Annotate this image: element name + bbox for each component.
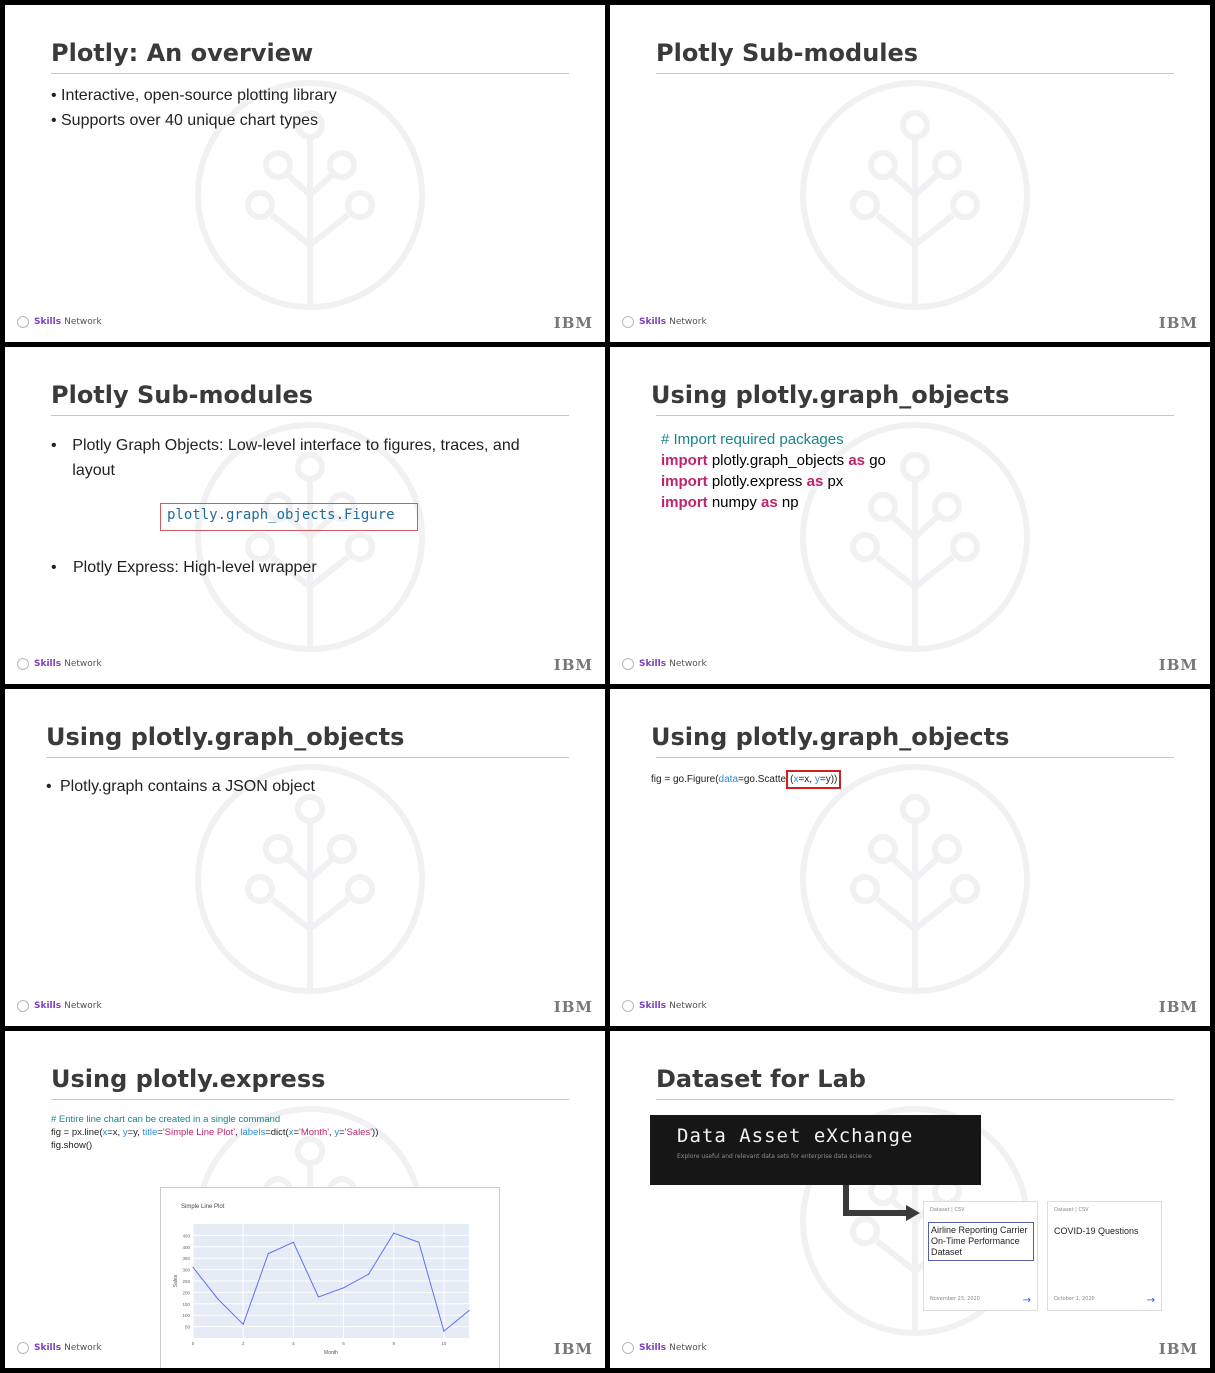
dataset-card-date: October 1, 2020 [1054, 1296, 1095, 1302]
chart-data-point [318, 1296, 319, 1297]
chart-data-point [268, 1253, 269, 1254]
slide-title: Using plotly.graph_objects [46, 723, 405, 751]
ibm-logo: IBM [553, 998, 593, 1016]
slide-title: Using plotly.graph_objects [651, 723, 1010, 751]
skills-network-logo: Skills Network [622, 658, 707, 670]
code-comment: # Import required packages [661, 431, 844, 448]
chart-x-tick-label: 0 [191, 1341, 195, 1346]
dataset-card[interactable] [1047, 1201, 1162, 1311]
skills-network-logo: Skills Network [17, 1342, 102, 1354]
title-divider [51, 1099, 569, 1100]
line-chart-svg [161, 1188, 499, 1368]
skills-network-logo: Skills Network [17, 316, 102, 328]
chart-y-tick-label: 300 [182, 1267, 190, 1273]
chart-x-tick-label: 4 [292, 1341, 295, 1346]
ibm-logo: IBM [1158, 1340, 1198, 1358]
dataset-card-name: Airline Reporting Carrier On-Time Performance Dataset [928, 1222, 1034, 1261]
tree-watermark-icon [795, 759, 1035, 999]
chart-y-tick-label: 450 [182, 1233, 190, 1239]
skills-network-logo: Skills Network [17, 1000, 102, 1012]
skills-network-logo: Skills Network [622, 1342, 707, 1354]
ibm-logo: IBM [1158, 314, 1198, 332]
chart-y-tick-label: 50 [184, 1324, 190, 1330]
dataset-card-name: COVID-19 Questions [1054, 1226, 1139, 1236]
line-chart-figure [160, 1187, 500, 1368]
slide-title: Dataset for Lab [656, 1065, 866, 1093]
chart-x-tick-label: 2 [241, 1341, 245, 1346]
slide-plotly-express[interactable] [5, 1031, 605, 1368]
bullet-item: • Plotly Express: High-level wrapper [51, 559, 317, 576]
title-divider [656, 415, 1174, 416]
slide-title: Plotly: An overview [51, 39, 314, 67]
code-line: import numpy as np [661, 494, 799, 511]
chart-y-tick-label: 350 [182, 1256, 190, 1262]
skills-network-logo: Skills Network [622, 316, 707, 328]
slide-title: Using plotly.express [51, 1065, 326, 1093]
dax-banner [650, 1115, 981, 1185]
ibm-logo: IBM [553, 314, 593, 332]
title-divider [656, 1099, 1174, 1100]
chart-data-point [443, 1331, 444, 1332]
dataset-card-date: November 23, 2020 [930, 1296, 980, 1302]
title-divider [656, 757, 1174, 758]
chart-y-axis-label: Sales [173, 1274, 179, 1288]
slide-title: Using plotly.graph_objects [651, 381, 1010, 409]
chart-data-point [192, 1267, 193, 1268]
figure-code-line: fig = go.Figure(data=go.Scatte (x=x, y=y)) [651, 770, 841, 789]
title-divider [656, 73, 1174, 74]
code-line: import plotly.graph_objects as go [661, 452, 886, 469]
dataset-card-meta: Dataset | CSV [1054, 1207, 1089, 1213]
skills-network-logo: Skills Network [17, 658, 102, 670]
bullet-item: • Supports over 40 unique chart types [51, 112, 319, 129]
bullet-item: • Plotly.graph contains a JSON object [46, 778, 315, 795]
ibm-logo: IBM [553, 1340, 593, 1358]
chart-data-point [293, 1242, 294, 1243]
code-comment: # Entire line chart can be created in a single command [51, 1114, 281, 1125]
chart-data-point [418, 1242, 419, 1243]
chart-y-tick-label: 200 [182, 1290, 190, 1296]
chart-data-point [243, 1324, 244, 1325]
ibm-logo: IBM [1158, 998, 1198, 1016]
chart-x-axis-label: Month [324, 1350, 338, 1356]
chart-data-point [393, 1233, 394, 1234]
express-code-block [51, 1113, 378, 1152]
dataset-card[interactable] [923, 1201, 1038, 1311]
chart-data-point [468, 1310, 469, 1311]
chart-y-tick-label: 150 [182, 1301, 190, 1307]
slide-graph-objects-figure[interactable] [610, 689, 1210, 1026]
arrow-right-icon[interactable]: → [1146, 1295, 1155, 1306]
bullet-list [46, 774, 315, 799]
dax-subtitle: Explore useful and relevant data sets for enterprise data science [677, 1153, 872, 1160]
title-divider [51, 415, 569, 416]
title-divider [51, 73, 569, 74]
code-line: fig = px.line(x=x, y=y, title='Simple Line Plot', labels=dict(x='Month', y='Sales')) [51, 1127, 379, 1138]
bullet-item: • Interactive, open-source plotting library [51, 87, 337, 104]
code-figure-box: plotly.graph_objects.Figure [160, 503, 418, 531]
ibm-logo: IBM [1158, 656, 1198, 674]
chart-title: Simple Line Plot [181, 1204, 225, 1210]
chart-x-tick-label: 8 [392, 1341, 395, 1346]
slide-graph-objects-json[interactable] [5, 689, 605, 1026]
chart-data-point [217, 1299, 218, 1300]
slide-title: Plotly Sub-modules [656, 39, 919, 67]
tree-watermark-icon [795, 75, 1035, 315]
chart-x-tick-label: 10 [441, 1341, 447, 1346]
dataset-card-meta: Dataset | CSV [930, 1207, 965, 1213]
slide-graph-objects-imports[interactable] [610, 347, 1210, 684]
slide-dataset-for-lab[interactable] [610, 1031, 1210, 1368]
scatter-args-highlight: (x=x, y=y)) [786, 770, 841, 789]
code-line: fig.show() [51, 1140, 93, 1151]
chart-data-point [343, 1287, 344, 1288]
bullet-list [51, 83, 337, 133]
dax-title: Data Asset eXchange [677, 1125, 914, 1147]
bullet-item: • Plotly Graph Objects: Low-level interface to figures, traces, and layout [51, 437, 520, 479]
slide-title: Plotly Sub-modules [51, 381, 314, 409]
chart-y-tick-label: 100 [182, 1313, 190, 1319]
skills-network-logo: Skills Network [622, 1000, 707, 1012]
chart-y-tick-label: 400 [182, 1244, 190, 1250]
slide-submodules[interactable] [5, 347, 605, 684]
import-code-block [661, 429, 886, 513]
arrow-right-icon[interactable]: → [1022, 1295, 1031, 1306]
chart-data-point [368, 1274, 369, 1275]
pointer-arrow-icon [838, 1185, 922, 1221]
title-divider [46, 757, 569, 758]
code-line: import plotly.express as px [661, 473, 844, 490]
chart-y-tick-label: 250 [182, 1279, 190, 1284]
ibm-logo: IBM [553, 656, 593, 674]
slide-overview[interactable] [5, 5, 605, 342]
chart-x-tick-label: 6 [342, 1341, 345, 1346]
slide-submodules-blank[interactable] [610, 5, 1210, 342]
